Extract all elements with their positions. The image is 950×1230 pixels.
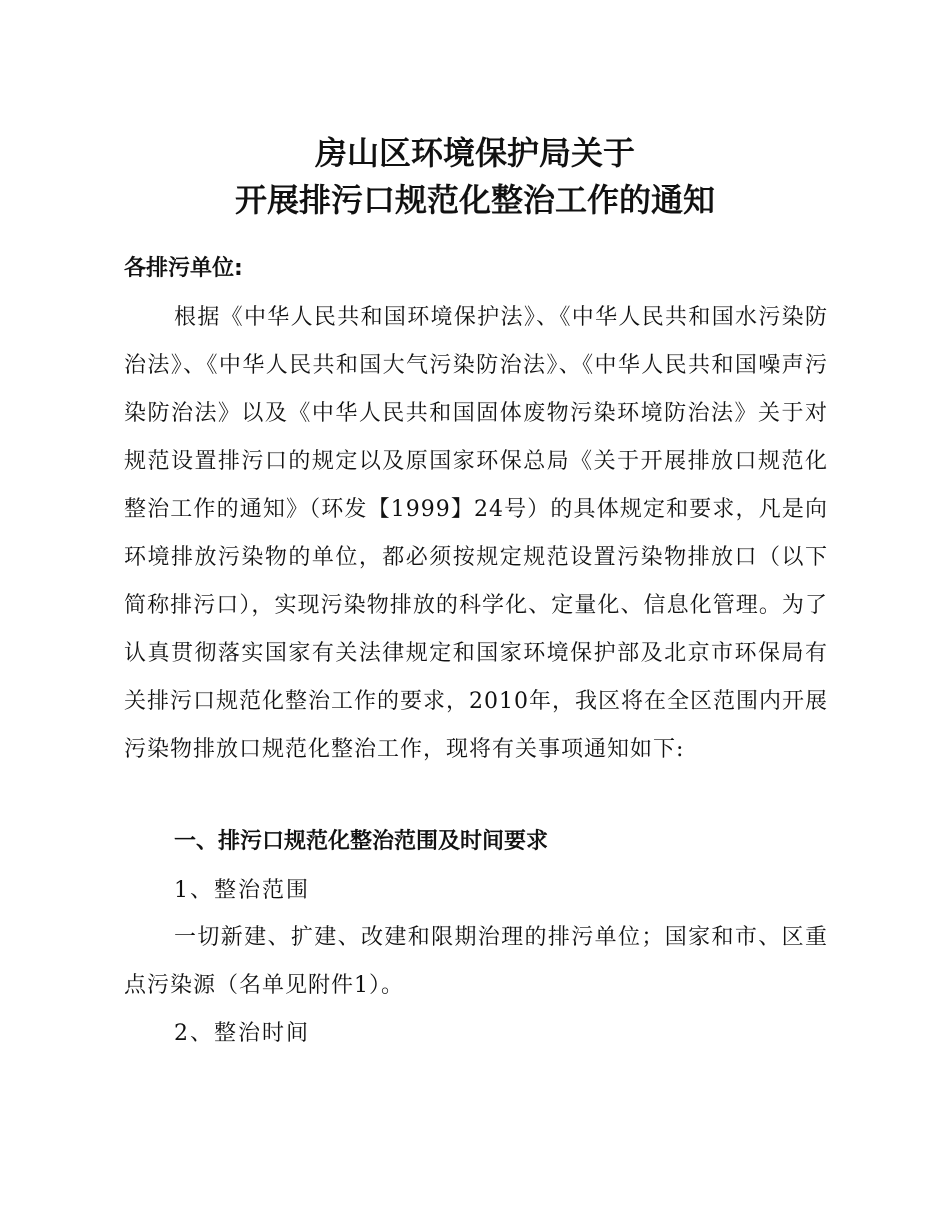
paragraph-scope: 一切新建、扩建、改建和限期治理的排污单位；国家和市、区重点污染源（名单见附件1）。 <box>124 925 828 998</box>
document-title-line-2: 开展排污口规范化整治工作的通知 <box>234 181 715 219</box>
document-title-line-1: 房山区环境保护局关于 <box>314 134 635 172</box>
salutation: 各排污单位: <box>124 256 243 281</box>
subsection-2-title: 2、整治时间 <box>174 1021 310 1046</box>
section-heading-1: 一、排污口规范化整治范围及时间要求 <box>174 829 549 854</box>
paragraph-intro: 根据《中华人民共和国环境保护法》、《中华人民共和国水污染防治法》、《中华人民共和国大气污染防治法》、《中华人民共和国噪声污染防治法》以及《中华人民共和国固体废物污染环境防治法》关于对规范设置排污口的规定以及原国家环保总局《关于开展排放口规范化整治工作的通知》（环发【1999】24号）的具体规定和要求，凡是向环境排放污染物的单位，都必须按规定规范设置污染物排放口（以下简称排污口），实现污染物排放的科学化、定量化、信息化管理。为了认真贯彻落实国家有关法律规定和国家环境保护部及北京市环保局有关排污口规范化整治工作的要求，2010年，我区将在全区范围内开展污染物排放口规范化整治工作，现将有关事项通知如下: <box>124 305 828 762</box>
subsection-1-title: 1、整治范围 <box>174 878 310 903</box>
